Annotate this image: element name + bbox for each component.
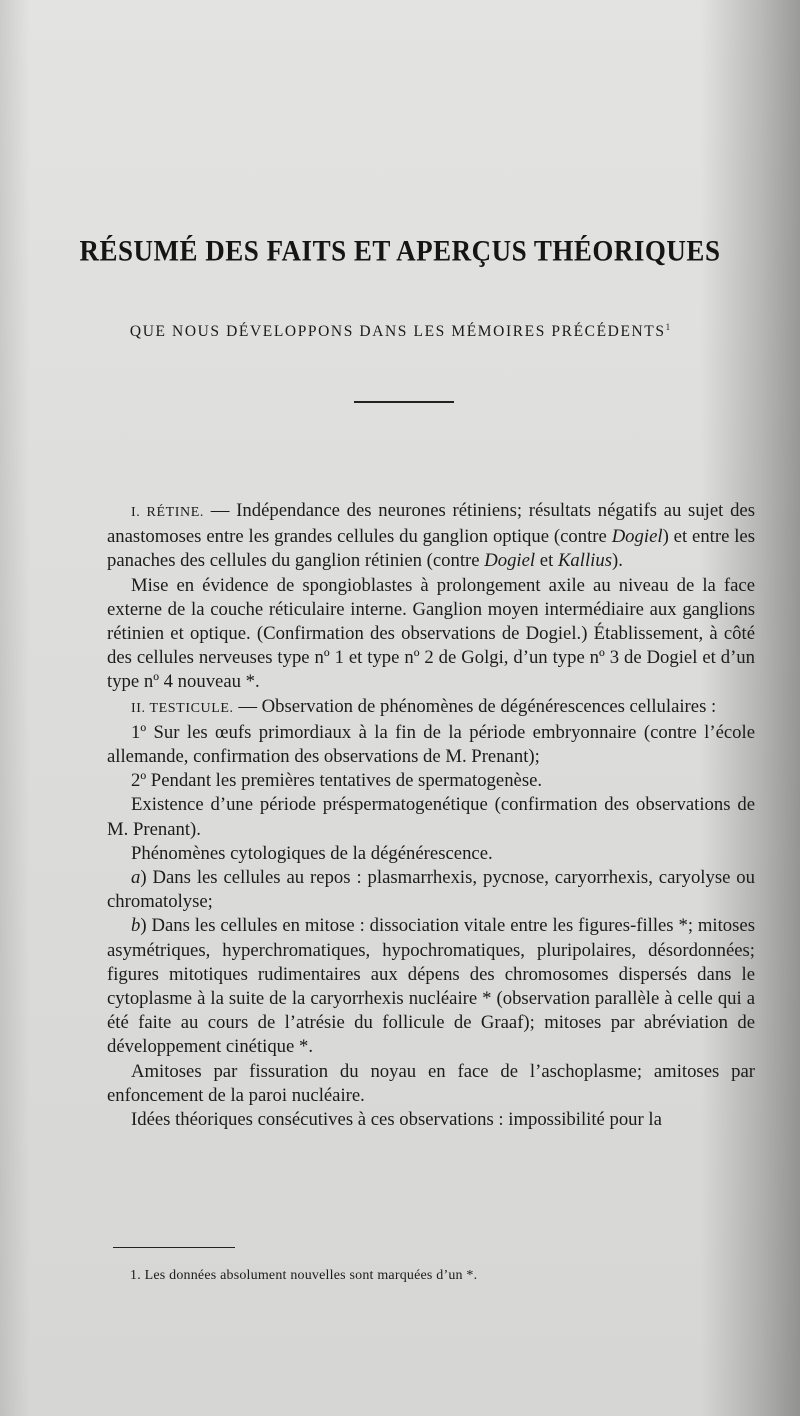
title-divider	[354, 401, 454, 403]
footnote-divider	[113, 1247, 235, 1248]
paragraph-retine	[107, 499, 755, 574]
section-heading-retine: I. RÉTINE.	[131, 505, 204, 520]
paragraph-item-2: 2º Pendant les premières tentatives de spermatogenèse.	[131, 770, 543, 792]
paragraph-testicule	[107, 695, 755, 721]
paragraph-text: ) Dans les cellules au repos : plasmarrhexis, pycnose, caryorrhexis, caryolyse ou chromatolyse;	[107, 867, 755, 913]
author-name: Kallius	[557, 550, 612, 572]
paragraph-text: et	[535, 550, 558, 572]
item-letter: b	[131, 915, 141, 937]
footnote: 1. Les données absolument nouvelles sont marquées d’un *.	[130, 1268, 478, 1283]
paragraph-text: ) et entre les panaches des cellules du ganglion rétinien (contre	[107, 526, 755, 572]
paragraph-text: — Indépendance des neurones rétiniens; résultats négatifs au sujet des anastomoses entre les grandes cellules du ganglion optique (contre	[107, 500, 755, 548]
footnote-ref: 1	[665, 322, 671, 332]
author-name: Dogiel	[611, 526, 663, 548]
item-letter: a	[131, 867, 141, 889]
page-title: RÉSUMÉ DES FAITS ET APERÇUS THÉORIQUES	[79, 234, 721, 268]
paragraph-text: ).	[611, 550, 623, 572]
paragraph-text: ) Dans les cellules en mitose : dissociation vitale entre les figures-filles *; mitoses asymétriques, hyperchromatiques, hypochromatiques, pluripolaires, désordonnées; figures mitotiques rudimentaires aux dépens des chromosomes dispersés dans le cytoplasme à la suite de la caryorrhexis nucléaire * (observation parallèle à celle qui a été faite au cours de l’atrésie du follicule de Graaf); mitoses par abréviation de développement cinétique *.	[107, 915, 755, 1058]
paragraph-item-a	[107, 866, 755, 914]
paragraph-item-b	[107, 914, 755, 1059]
paragraph-amitoses: Amitoses par fissuration du noyau en face de l’aschoplasme; amitoses par enfoncement de la paroi nucléaire.	[107, 1060, 755, 1106]
paragraph-idees: Idées théoriques consécutives à ces observations : impossibilité pour la	[131, 1109, 662, 1131]
paragraph-text: — Observation de phénomènes de dégénérescences cellulaires :	[233, 695, 717, 717]
paragraph-existence: Existence d’une période préspermatogenétique (confirmation des observations de M. Prenant).	[107, 794, 755, 840]
paragraph-phenomenes: Phénomènes cytologiques de la dégénérescence.	[131, 842, 493, 864]
section-heading-testicule: II. TESTICULE.	[131, 700, 234, 716]
author-name: Dogiel	[484, 550, 536, 572]
subtitle-text: QUE NOUS DÉVELOPPONS DANS LES MÉMOIRES PRÉCÉDENTS	[129, 323, 666, 341]
page-subtitle	[0, 322, 800, 341]
paragraph-spongioblastes: Mise en évidence de spongioblastes à prolongement axile au niveau de la face externe de la couche réticulaire interne. Ganglion moyen intermédiaire aux ganglions rétinien et optique. (Confirmation des observations de Dogiel.) Établissement, à côté des cellules nerveuses type nº 1 et type nº 2 de Golgi, d’un type nº 3 de Dogiel et d’un type nº 4 nouveau *.	[107, 574, 755, 693]
body-text	[107, 499, 755, 1132]
paragraph-item-1: 1º Sur les œufs primordiaux à la fin de la période embryonnaire (contre l’école allemande, confirmation des observations de M. Prenant);	[107, 721, 755, 768]
